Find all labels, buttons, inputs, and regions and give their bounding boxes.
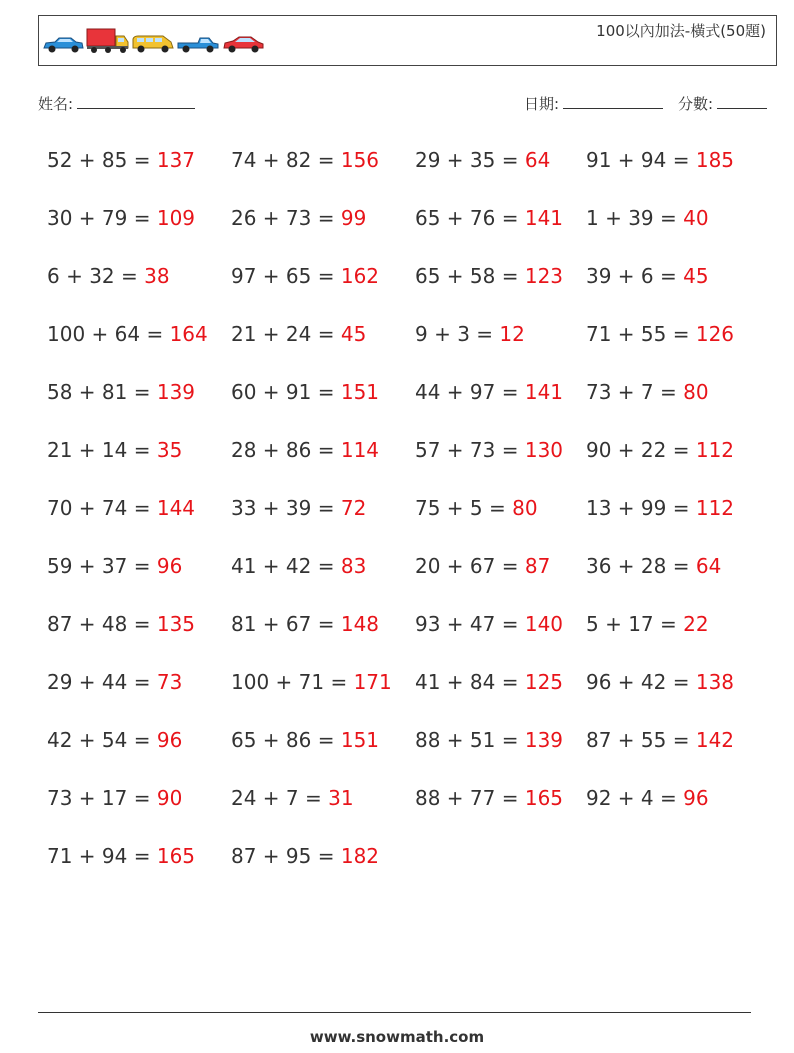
problem-question: 13 + 99 =	[586, 496, 690, 520]
problem-answer: 64	[695, 554, 722, 578]
problem-answer: 162	[340, 264, 380, 288]
problem-question: 100 + 71 =	[231, 670, 348, 694]
problem-item	[586, 264, 709, 288]
problem-answer: 148	[340, 612, 380, 636]
problem-question: 65 + 86 =	[231, 728, 335, 752]
problem-question: 21 + 14 =	[47, 438, 151, 462]
problem-item	[415, 264, 563, 288]
worksheet-title: 100以內加法-橫式(50題)	[596, 22, 766, 40]
date-label: 日期:	[524, 95, 560, 113]
problem-answer: 22	[683, 612, 709, 636]
problem-answer: 126	[695, 322, 735, 346]
problem-item	[586, 670, 734, 694]
problem-answer: 141	[524, 380, 564, 404]
problem-answer: 185	[695, 148, 735, 172]
problem-question: 91 + 94 =	[586, 148, 690, 172]
problem-item	[231, 206, 366, 230]
problem-item	[586, 554, 721, 578]
problem-answer: 140	[524, 612, 564, 636]
problem-item	[586, 612, 709, 636]
problem-item	[47, 264, 170, 288]
problem-question: 41 + 84 =	[415, 670, 519, 694]
problem-item	[47, 786, 182, 810]
problem-item	[47, 438, 182, 462]
problem-item	[47, 670, 182, 694]
problem-answer: 38	[144, 264, 170, 288]
problem-question: 36 + 28 =	[586, 554, 690, 578]
problem-question: 87 + 95 =	[231, 844, 335, 868]
problem-item	[231, 670, 392, 694]
problem-question: 39 + 6 =	[586, 264, 677, 288]
problem-answer: 80	[512, 496, 538, 520]
problem-item	[415, 496, 538, 520]
problem-question: 97 + 65 =	[231, 264, 335, 288]
problem-item	[586, 438, 734, 462]
problem-item	[47, 554, 182, 578]
problem-answer: 114	[340, 438, 380, 462]
problem-answer: 96	[156, 728, 183, 752]
problem-question: 71 + 55 =	[586, 322, 690, 346]
problem-question: 41 + 42 =	[231, 554, 335, 578]
problem-question: 30 + 79 =	[47, 206, 151, 230]
problem-answer: 137	[156, 148, 196, 172]
problem-answer: 141	[524, 206, 564, 230]
problem-question: 71 + 94 =	[47, 844, 151, 868]
problem-item	[415, 786, 563, 810]
problem-question: 65 + 76 =	[415, 206, 519, 230]
problem-question: 29 + 35 =	[415, 148, 519, 172]
problem-item	[231, 264, 379, 288]
problem-answer: 99	[340, 206, 367, 230]
problem-answer: 90	[156, 786, 183, 810]
problem-item	[586, 322, 734, 346]
problem-question: 70 + 74 =	[47, 496, 151, 520]
name-label: 姓名:	[38, 95, 74, 113]
problem-item	[231, 496, 366, 520]
problem-answer: 151	[340, 728, 380, 752]
problem-item	[47, 322, 208, 346]
problem-answer: 45	[340, 322, 367, 346]
problem-question: 42 + 54 =	[47, 728, 151, 752]
problem-answer: 40	[683, 206, 709, 230]
problem-answer: 142	[695, 728, 735, 752]
problem-item	[586, 148, 734, 172]
problem-answer: 72	[340, 496, 367, 520]
problem-answer: 96	[156, 554, 183, 578]
problem-item	[415, 670, 563, 694]
problem-item	[415, 554, 550, 578]
problem-answer: 112	[695, 496, 735, 520]
problem-item	[586, 786, 709, 810]
problem-question: 52 + 85 =	[47, 148, 151, 172]
problem-item	[415, 728, 563, 752]
problem-answer: 182	[340, 844, 380, 868]
problem-question: 96 + 42 =	[586, 670, 690, 694]
problem-answer: 144	[156, 496, 196, 520]
problem-answer: 83	[340, 554, 367, 578]
problem-question: 57 + 73 =	[415, 438, 519, 462]
problem-question: 73 + 7 =	[586, 380, 677, 404]
problem-question: 65 + 58 =	[415, 264, 519, 288]
problem-answer: 139	[524, 728, 564, 752]
problem-question: 29 + 44 =	[47, 670, 151, 694]
problem-item	[231, 438, 379, 462]
problem-question: 100 + 64 =	[47, 322, 164, 346]
problem-answer: 80	[683, 380, 709, 404]
problem-answer: 123	[524, 264, 564, 288]
problem-answer: 12	[499, 322, 525, 346]
problem-item	[231, 612, 379, 636]
problem-answer: 165	[524, 786, 564, 810]
problem-item	[47, 148, 195, 172]
problem-answer: 96	[683, 786, 709, 810]
problem-question: 60 + 91 =	[231, 380, 335, 404]
footer-divider	[38, 1012, 751, 1013]
problem-item	[415, 380, 563, 404]
problem-item	[47, 496, 195, 520]
problem-question: 73 + 17 =	[47, 786, 151, 810]
problem-item	[415, 206, 563, 230]
problem-question: 88 + 51 =	[415, 728, 519, 752]
problem-item	[47, 612, 195, 636]
problem-item	[47, 728, 182, 752]
problem-item	[231, 844, 379, 868]
problem-answer: 135	[156, 612, 196, 636]
problem-question: 5 + 17 =	[586, 612, 677, 636]
problem-question: 28 + 86 =	[231, 438, 335, 462]
problem-answer: 151	[340, 380, 380, 404]
score-label: 分數:	[678, 95, 714, 113]
problem-answer: 130	[524, 438, 564, 462]
problem-question: 44 + 97 =	[415, 380, 519, 404]
problem-item	[231, 786, 354, 810]
problem-question: 6 + 32 =	[47, 264, 138, 288]
problem-answer: 171	[353, 670, 392, 694]
problem-question: 26 + 73 =	[231, 206, 335, 230]
problem-item	[231, 322, 366, 346]
problem-question: 59 + 37 =	[47, 554, 151, 578]
problem-answer: 138	[695, 670, 735, 694]
problem-answer: 31	[328, 786, 354, 810]
problem-item	[231, 380, 379, 404]
problem-question: 1 + 39 =	[586, 206, 677, 230]
problem-item	[47, 206, 195, 230]
problem-question: 74 + 82 =	[231, 148, 335, 172]
problem-answer: 156	[340, 148, 380, 172]
problem-item	[586, 380, 709, 404]
problem-question: 81 + 67 =	[231, 612, 335, 636]
problem-question: 88 + 77 =	[415, 786, 519, 810]
problem-item	[586, 728, 734, 752]
problem-question: 75 + 5 =	[415, 496, 506, 520]
problem-answer: 112	[695, 438, 735, 462]
problem-item	[415, 148, 550, 172]
problem-question: 20 + 67 =	[415, 554, 519, 578]
problem-item	[415, 612, 563, 636]
problem-item	[415, 322, 525, 346]
problem-question: 21 + 24 =	[231, 322, 335, 346]
problem-question: 33 + 39 =	[231, 496, 335, 520]
problem-answer: 87	[524, 554, 551, 578]
problem-answer: 164	[169, 322, 208, 346]
problem-item	[415, 438, 563, 462]
problem-answer: 109	[156, 206, 196, 230]
problem-item	[586, 496, 734, 520]
problem-item	[231, 554, 366, 578]
footer-url[interactable]: www.snowmath.com	[309, 1028, 485, 1046]
problem-item	[47, 380, 195, 404]
problem-item	[231, 148, 379, 172]
problem-question: 24 + 7 =	[231, 786, 322, 810]
problem-answer: 45	[683, 264, 709, 288]
problem-item	[47, 844, 195, 868]
problem-question: 87 + 55 =	[586, 728, 690, 752]
problem-question: 87 + 48 =	[47, 612, 151, 636]
problem-answer: 125	[524, 670, 564, 694]
problem-question: 92 + 4 =	[586, 786, 677, 810]
problem-question: 93 + 47 =	[415, 612, 519, 636]
problem-question: 90 + 22 =	[586, 438, 690, 462]
problem-item	[231, 728, 379, 752]
problem-answer: 165	[156, 844, 196, 868]
problem-question: 58 + 81 =	[47, 380, 151, 404]
problem-answer: 64	[524, 148, 551, 172]
problem-answer: 35	[156, 438, 183, 462]
problem-answer: 73	[156, 670, 183, 694]
problem-item	[586, 206, 709, 230]
problem-question: 9 + 3 =	[415, 322, 494, 346]
problem-answer: 139	[156, 380, 196, 404]
